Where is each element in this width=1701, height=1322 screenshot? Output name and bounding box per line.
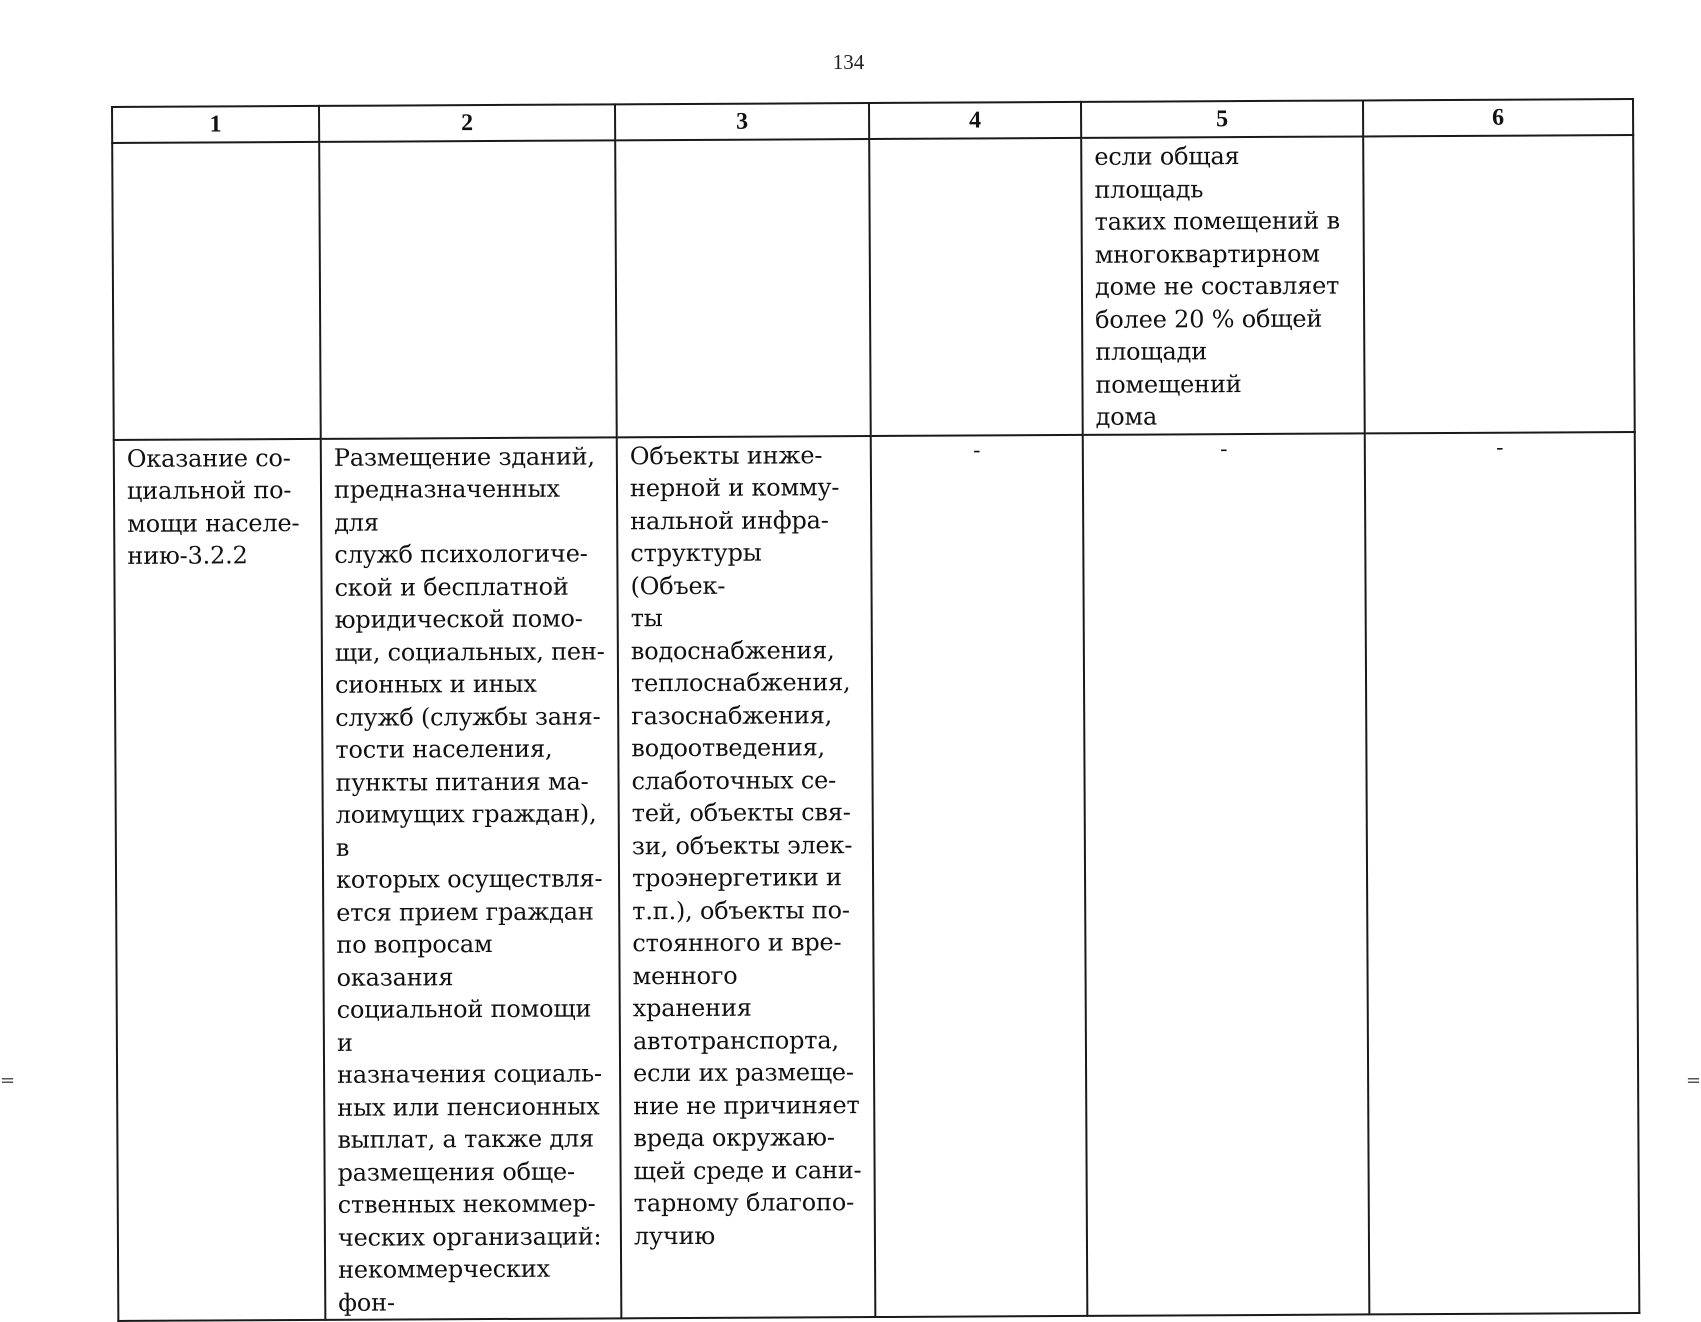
header-col-1: 1 bbox=[112, 106, 319, 143]
left-margin-mark: = bbox=[0, 1070, 16, 1091]
dash-col-6: - bbox=[1496, 435, 1504, 461]
continuation-text-col-5: если общая площадь таких помещений в многоквартирном доме не составляет более 20 % общей площади помещений дома bbox=[1094, 142, 1341, 431]
cell-main-col-2 bbox=[321, 437, 622, 1320]
cell-continuation-col-3 bbox=[615, 139, 871, 437]
dash-col-4: - bbox=[973, 437, 981, 463]
land-use-description: Размещение зданий, предназначенных для служб психологиче- ской и бесплатной юридической помо- щи, социальных, пен- сионных и иных служб (службы заня- тости населения, пункты питания ма- лоимущих граждан), в которых осуществля- ется прием граждан по вопросам оказания социальной помощи и назначения социаль- ных или пенсионных выплат, а также для размещения обще- ственных некоммер- ческих организаций: некоммерческих фон- bbox=[333, 441, 605, 1317]
header-col-2: 2 bbox=[319, 104, 615, 142]
cell-main-col-5 bbox=[1083, 433, 1370, 1316]
cell-main-col-1 bbox=[114, 438, 326, 1321]
cell-main-col-4 bbox=[871, 434, 1088, 1317]
right-margin-mark: = bbox=[1686, 1070, 1701, 1091]
cell-main-col-6 bbox=[1365, 432, 1640, 1315]
cell-main-col-3 bbox=[617, 436, 876, 1319]
dash-col-5: - bbox=[1220, 436, 1228, 462]
regulation-table bbox=[111, 98, 1640, 1322]
land-use-type-name: Оказание со- циальной по- мощи населе- нию-3.2.2 bbox=[126, 443, 300, 570]
cell-continuation-col-2 bbox=[319, 140, 617, 438]
header-col-6: 6 bbox=[1363, 99, 1633, 136]
table-row-social-assistance bbox=[114, 432, 1640, 1321]
cell-continuation-col-1 bbox=[112, 142, 321, 440]
table-row-continuation bbox=[112, 135, 1635, 439]
header-col-5: 5 bbox=[1081, 100, 1363, 137]
header-col-3: 3 bbox=[615, 103, 869, 140]
auxiliary-use-description: Объекты инже- нерной и комму- нальной инфра- структуры (Объек- ты водоснабжения, теплоснабжения, газоснабжения, водоотведения, слаботочных се- тей, объекты свя- зи, объекты элек- троэнергетики и т.п.), объекты по- стоянного и вре- менного хранения автотранспорта, если их размеще- ние не причиняет вреда окружаю- щей среде и сани- тарному благопо- лучию bbox=[629, 440, 862, 1250]
cell-continuation-col-6 bbox=[1363, 135, 1635, 433]
cell-continuation-col-5 bbox=[1081, 136, 1365, 434]
header-col-4: 4 bbox=[869, 102, 1081, 139]
page-number: 134 bbox=[832, 50, 865, 74]
cell-continuation-col-4 bbox=[869, 138, 1083, 436]
